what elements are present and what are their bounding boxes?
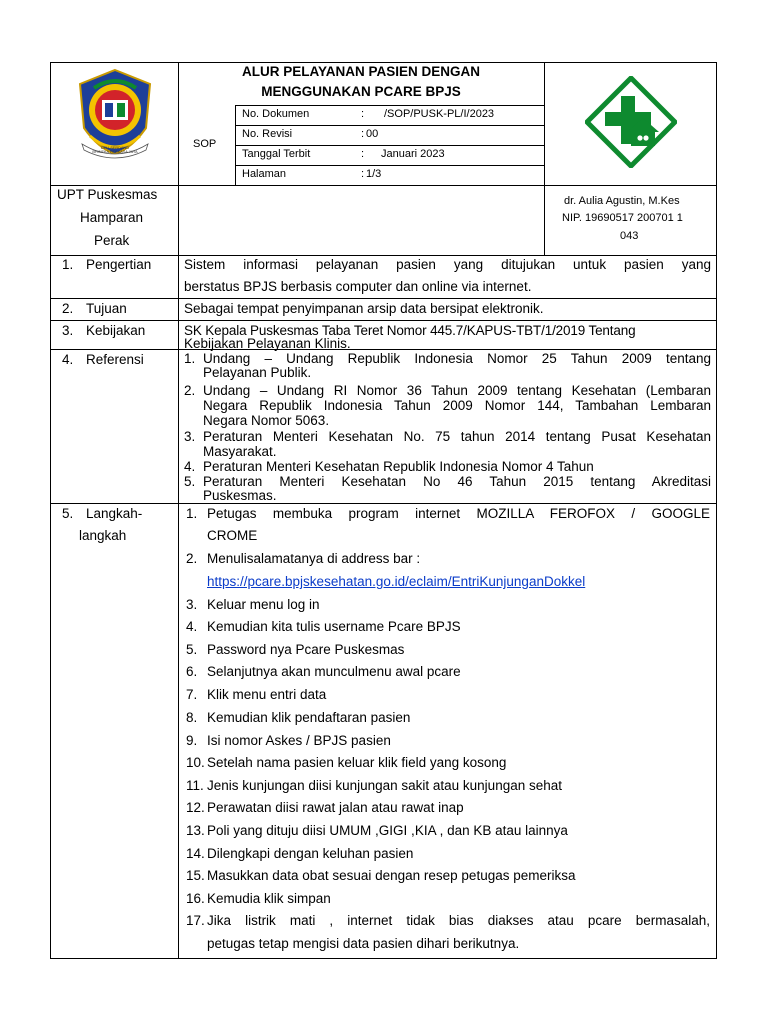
step-number: 15. xyxy=(186,868,205,883)
step-text: Dilengkapi dengan keluhan pasien xyxy=(207,846,414,861)
meta-separator: : xyxy=(361,128,365,140)
org-name-line2: Hamparan xyxy=(80,210,144,225)
reference-item-continued: Pelayanan Publik. xyxy=(203,365,312,380)
step-text: Jenis kunjungan diisi kunjungan sakit atau kunjungan sehat xyxy=(207,778,563,793)
reference-item: Undang – Undang Republik Indonesia Nomor 25 Tahun 2009 tentang xyxy=(203,351,711,366)
grid-line xyxy=(178,255,179,959)
section-number: 3. xyxy=(62,323,74,338)
step-text: Poli yang dituju diisi UMUM ,GIGI ,KIA , dan KB atau lainnya xyxy=(207,823,568,838)
reference-item-continued: Negara Nomor 5063. xyxy=(203,413,330,428)
grid-line xyxy=(235,105,544,106)
grid-line xyxy=(50,320,717,321)
step-number: 11. xyxy=(186,778,204,793)
step-number: 9. xyxy=(186,733,198,748)
step-text: Perawatan diisi rawat jalan atau rawat inap xyxy=(207,800,464,815)
section-number: 4. xyxy=(62,352,74,367)
logo-motto-text: DELI SERDANG BHINEKA PERKASA JAYA xyxy=(92,146,138,155)
grid-line xyxy=(544,62,545,255)
reference-item-continued: Puskesmas. xyxy=(203,488,277,503)
reference-number: 1. xyxy=(184,351,196,366)
step-number: 13. xyxy=(186,823,205,838)
kebijakan-text: SK Kepala Puskesmas Taba Teret Nomor 445.7/KAPUS-TBT/1/2019 Tentang xyxy=(184,323,636,338)
org-name-line1: UPT Puskesmas xyxy=(57,187,158,202)
step-text: Menulisalamatanya di address bar : xyxy=(207,551,421,566)
grid-line xyxy=(235,145,544,146)
meta-label-no-revisi: No. Revisi xyxy=(242,128,293,140)
reference-number: 3. xyxy=(184,429,196,444)
step-text-continued: CROME xyxy=(207,528,258,543)
step-number: 12. xyxy=(186,800,205,815)
reference-number: 2. xyxy=(184,383,196,398)
step-number: 3. xyxy=(186,597,198,612)
section-label-kebijakan: Kebijakan xyxy=(86,323,146,338)
section-label-langkah: Langkah- xyxy=(86,506,143,521)
step-text: Kemudia klik simpan xyxy=(207,891,331,906)
grid-line xyxy=(50,255,717,256)
signer-nip-continued: 043 xyxy=(620,230,639,242)
meta-separator: : xyxy=(361,148,365,160)
step-text: Masukkan data obat sesuai dengan resep petugas pemeriksa xyxy=(207,868,576,883)
step-number: 1. xyxy=(186,506,198,521)
reference-item-continued: Masyarakat. xyxy=(203,444,277,459)
section-number: 5. xyxy=(62,506,74,521)
meta-label-halaman: Halaman xyxy=(242,168,287,180)
document-title-line2: MENGGUNAKAN PCARE BPJS xyxy=(261,84,461,99)
step-number: 2. xyxy=(186,551,198,566)
sop-label: SOP xyxy=(193,138,217,150)
section-label-referensi: Referensi xyxy=(86,352,144,367)
step-number: 8. xyxy=(186,710,198,725)
meta-label-tanggal-terbit: Tanggal Terbit xyxy=(242,148,311,160)
step-text-continued: petugas tetap mengisi data pasien dihari berikutnya. xyxy=(207,936,520,951)
step-number: 4. xyxy=(186,619,198,634)
section-label-langkah-continued: langkah xyxy=(79,528,127,543)
meta-value-no-dokumen: /SOP/PUSK-PL/I/2023 xyxy=(384,108,495,120)
step-text: Selanjutnya akan munculmenu awal pcare xyxy=(207,664,461,679)
org-name-line3: Perak xyxy=(94,233,130,248)
meta-value-halaman: 1/3 xyxy=(366,168,382,180)
section-number: 1. xyxy=(62,257,74,272)
step-number: 5. xyxy=(186,642,198,657)
section-label-pengertian: Pengertian xyxy=(86,257,152,272)
grid-line xyxy=(50,349,717,350)
grid-line xyxy=(50,298,717,299)
step-number: 14. xyxy=(186,846,205,861)
step-text: Setelah nama pasien keluar klik field yang kosong xyxy=(207,755,507,770)
pengertian-text: Sistem informasi pelayanan pasien yang ditujukan untuk pasien yang xyxy=(184,257,711,272)
step-number: 17. xyxy=(186,913,205,928)
grid-line xyxy=(50,503,717,504)
step-text: Isi nomor Askes / BPJS pasien xyxy=(207,733,391,748)
step-text: Kemudian klik pendaftaran pasien xyxy=(207,710,411,725)
kebijakan-text-continued: Kebijakan Pelayanan Klinis. xyxy=(184,336,351,351)
section-number: 2. xyxy=(62,301,74,316)
meta-label-no-dokumen: No. Dokumen xyxy=(242,108,310,120)
step-number: 6. xyxy=(186,664,198,679)
meta-separator: : xyxy=(361,168,365,180)
step-text: Klik menu entri data xyxy=(207,687,327,702)
meta-separator: : xyxy=(361,108,365,120)
reference-item: Undang – Undang RI Nomor 36 Tahun 2009 tentang Kesehatan (Lembaran xyxy=(203,383,711,398)
regency-logo xyxy=(72,66,158,166)
reference-number: 4. xyxy=(184,459,196,474)
signer-name: dr. Aulia Agustin, M.Kes xyxy=(564,195,680,207)
meta-value-tanggal-terbit: Januari 2023 xyxy=(381,148,445,160)
grid-line xyxy=(235,125,544,126)
pengertian-text-continued: berstatus BPJS berbasis computer dan online via internet. xyxy=(184,279,532,294)
step-text: Keluar menu log in xyxy=(207,597,320,612)
grid-line xyxy=(235,165,544,166)
reference-item: Peraturan Menteri Kesehatan No. 75 tahun 2014 tentang Pusat Kesehatan xyxy=(203,429,711,444)
reference-item-continued: Negara Republik Indonesia Tahun 2009 Nomor 144, Tambahan Lembaran xyxy=(203,398,711,413)
signer-nip: NIP. 19690517 200701 1 xyxy=(562,212,683,224)
section-label-tujuan: Tujuan xyxy=(86,301,127,316)
reference-item: Peraturan Menteri Kesehatan Republik Indonesia Nomor 4 Tahun xyxy=(203,459,594,474)
step-text: Password nya Pcare Puskesmas xyxy=(207,642,405,657)
step-number: 7. xyxy=(186,687,198,702)
grid-line xyxy=(50,185,717,186)
tujuan-text: Sebagai tempat penyimpanan arsip data bersipat elektronik. xyxy=(184,301,544,316)
reference-item: Peraturan Menteri Kesehatan No 46 Tahun 2015 tentang Akreditasi xyxy=(203,474,711,489)
step-text: Petugas membuka program internet MOZILLA FEROFOX / GOOGLE xyxy=(207,506,710,521)
meta-value-no-revisi: 00 xyxy=(366,128,379,140)
step-number: 16. xyxy=(186,891,205,906)
step-text: Kemudian kita tulis username Pcare BPJS xyxy=(207,619,461,634)
step-text: Jika listrik mati , internet tidak bias diakses atau pcare bermasalah, xyxy=(207,913,710,928)
reference-number: 5. xyxy=(184,474,196,489)
step-number: 10. xyxy=(186,755,205,770)
document-title-line1: ALUR PELAYANAN PASIEN DENGAN xyxy=(241,64,481,79)
puskesmas-logo xyxy=(585,76,677,168)
pcare-url-link[interactable]: https://pcare.bpjskesehatan.go.id/eclaim/EntriKunjunganDokkel xyxy=(207,574,586,589)
